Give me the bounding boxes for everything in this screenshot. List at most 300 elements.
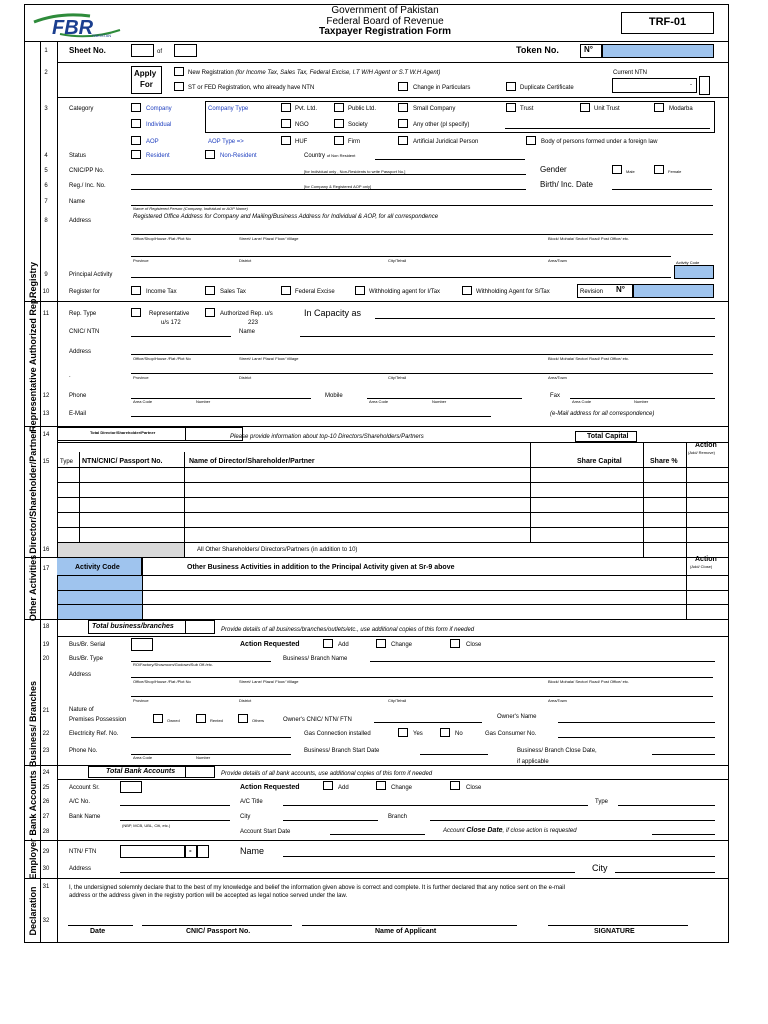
premises-label: Premises Possession: [69, 717, 127, 723]
row-number: 3: [44, 106, 48, 112]
activity-table-col: [686, 558, 687, 619]
section-label: Director/Shareholder/Partner: [28, 429, 38, 554]
public-ltd-checkbox[interactable]: [334, 103, 344, 112]
signature-field[interactable]: [548, 925, 688, 926]
modarba-checkbox[interactable]: [654, 103, 664, 112]
total-business-note: Provide details of all business/branches/outlets/etc., use additional copies of this form if needed: [221, 627, 475, 633]
income-tax-label: Income Tax: [146, 289, 177, 295]
other-business-label: Other Business Activities in addition to the Principal Activity given at Sr-9 above: [187, 564, 455, 571]
bus-close-checkbox[interactable]: [450, 639, 460, 648]
addr-district-label: District: [239, 258, 252, 263]
aop-label: AOP: [146, 139, 159, 145]
duplicate-certificate-checkbox[interactable]: [506, 82, 516, 91]
new-registration-label: [188, 70, 440, 76]
rep-cnic-ntn-label: CNIC/ NTN: [69, 329, 100, 335]
declaration-text-2: address or the address given in the registry portion will be accepted as legal notice served under the law.: [69, 893, 348, 899]
director-table-col: [184, 452, 185, 557]
employer-address-label: Address: [69, 866, 92, 872]
gas-consumer-field[interactable]: [558, 737, 715, 738]
capacity-field[interactable]: [375, 318, 715, 319]
row-divider: [57, 97, 729, 98]
rep-addr-office-label: Office/Shop/House /Flat /Plot No: [133, 356, 191, 361]
applicant-name-label: Name of Applicant: [375, 928, 437, 935]
bus-addr-city-label: City/Tehsil: [388, 698, 407, 703]
aop-checkbox[interactable]: [131, 136, 141, 145]
pvt-ltd-checkbox[interactable]: [281, 103, 291, 112]
bank-name-note: (NBP, MCB, UBL, Citi, etc.): [122, 823, 171, 828]
total-business-label: Total business/branches: [92, 623, 174, 630]
bank-branch-label: Branch: [388, 814, 408, 820]
any-other-specify-field[interactable]: [505, 128, 710, 129]
rep-address-line-1-field[interactable]: [131, 354, 713, 355]
director-action-label: Action: [695, 442, 717, 449]
bus-phone-field[interactable]: [131, 754, 291, 755]
section-label: Registry: [28, 262, 38, 299]
addr-office-label: Office/Shop/House /Flat /Plot No: [133, 236, 191, 241]
row-number: 25: [42, 785, 50, 791]
row-number: 9: [44, 272, 48, 278]
bus-phone-label: Phone No.: [69, 748, 98, 754]
st-fed-label: ST or FED Registration, who already have NTN: [188, 85, 315, 91]
director-name-col-header: Name of Director/Shareholder/Partner: [189, 458, 315, 465]
rep-addr-area-label: Area/Town: [548, 375, 567, 380]
of-label: of: [157, 49, 163, 55]
form-title: Taxpayer Registration Form: [318, 26, 452, 37]
row-divider: [57, 636, 729, 637]
wh-stax-checkbox[interactable]: [462, 286, 472, 295]
ngo-checkbox[interactable]: [281, 119, 291, 128]
form-code: TRF-01: [648, 16, 687, 28]
u172-label: u/s 172: [161, 320, 181, 326]
authorized-label: Authorized Rep. u/s: [220, 311, 273, 317]
bank-add-checkbox[interactable]: [323, 781, 333, 790]
phone-number-label: Number: [196, 399, 211, 404]
federal-excise-checkbox[interactable]: [281, 286, 291, 295]
huf-label: HUF: [295, 139, 308, 145]
token-no-label: Token No.: [516, 45, 559, 55]
apply-label: Apply: [134, 69, 157, 78]
row-number: 31: [42, 884, 50, 890]
gas-no-checkbox[interactable]: [440, 728, 450, 737]
male-checkbox[interactable]: [612, 165, 622, 174]
change-particulars-checkbox[interactable]: [398, 82, 408, 91]
electricity-field[interactable]: [131, 737, 291, 738]
row-number: 13: [42, 411, 50, 417]
director-table-line: [57, 512, 729, 513]
logo-sub: PAKISTAN: [92, 33, 112, 38]
trust-label: Trust: [520, 106, 534, 112]
section-rep: [26, 295, 40, 432]
sheet-no-input[interactable]: [131, 44, 154, 57]
reg-inc-field[interactable]: [131, 189, 526, 190]
birth-inc-date-label: Birth/ Inc. Date: [540, 180, 593, 189]
nature-label: Nature of: [69, 707, 94, 713]
total-bank-input[interactable]: [185, 766, 215, 778]
addr-city-label: City/Tehsil: [388, 258, 407, 263]
company-type-label: Company Type: [208, 106, 249, 112]
bus-serial-label: Bus/Br. Serial: [69, 642, 106, 648]
section-business: [26, 619, 40, 768]
phone-area-code-label: Area Code: [133, 399, 153, 404]
activity-code-input-1[interactable]: [58, 576, 142, 590]
address-note: Registered Office Address for Company and Mailing/Business Address for Individual & AOP, for all correspondence: [133, 214, 439, 220]
ac-no-label: A/C No.: [69, 799, 91, 805]
activity-code-header-label: Activity Code: [75, 564, 120, 571]
foreign-body-label: Body of persons formed under a foreign law: [541, 139, 658, 145]
ntn-col-header: NTN/CNIC/ Passport No.: [82, 458, 163, 465]
date-label: Date: [90, 928, 106, 935]
account-sr-input[interactable]: [120, 781, 142, 793]
society-label: Society: [348, 122, 368, 128]
owner-cnic-label: Owner's CNIC/ NTN/ FTN: [283, 717, 352, 723]
row-number: 12: [42, 393, 50, 399]
sales-tax-checkbox[interactable]: [205, 286, 215, 295]
unit-trust-checkbox[interactable]: [580, 103, 590, 112]
resident-checkbox[interactable]: [131, 150, 141, 159]
duplicate-certificate-label: Duplicate Certificate: [520, 85, 574, 91]
bank-change-label: Change: [391, 785, 413, 791]
total-bank-note: Provide details of all bank accounts, use additional copies of this form if needed: [221, 771, 433, 777]
bus-change-checkbox[interactable]: [376, 639, 386, 648]
reg-inc-label: Reg./ Inc. No.: [69, 183, 106, 189]
phone-field[interactable]: [131, 398, 311, 399]
logo-text: FBR: [52, 17, 94, 39]
row-number: 18: [42, 624, 50, 630]
row-number: 17: [42, 566, 50, 572]
total-bank-label: Total Bank Accounts: [106, 768, 176, 775]
row-number: 26: [42, 799, 50, 805]
director-table-col: [79, 452, 80, 542]
others-checkbox[interactable]: [238, 714, 248, 723]
gov-title: Government of Pakistan: [331, 5, 439, 16]
section-employer: [26, 840, 40, 878]
cnic-pp-label: CNIC/PP No.: [69, 168, 105, 174]
owned-checkbox[interactable]: [153, 714, 163, 723]
sales-tax-label: Sales Tax: [220, 289, 246, 295]
register-for-label: Register for: [69, 289, 101, 295]
small-company-checkbox[interactable]: [398, 103, 408, 112]
activity-action-label: Action: [695, 556, 717, 563]
gender-label: Gender: [540, 165, 567, 174]
director-action-note: (Add/ Remove): [688, 450, 715, 455]
new-reg-text: New Registration: [188, 70, 234, 76]
section-label: Employer: [28, 838, 38, 880]
row-number: 27: [42, 814, 50, 820]
bus-close-date-label: Business/ Branch Close Date,: [517, 748, 597, 754]
bank-city-label: City: [240, 814, 251, 820]
row-number: 16: [42, 547, 50, 553]
male-label: Male: [626, 169, 635, 174]
any-other-checkbox[interactable]: [398, 119, 408, 128]
row-number: 29: [42, 849, 50, 855]
activity-table-line: [57, 604, 729, 605]
divider-employer: [24, 878, 729, 879]
type-col-header: Type: [60, 459, 74, 465]
individual-checkbox[interactable]: [131, 119, 141, 128]
country-label: [304, 153, 355, 159]
revision-no-symbol: N°: [616, 285, 625, 294]
new-registration-checkbox[interactable]: [174, 67, 184, 76]
row-number: 11: [42, 311, 50, 317]
signature-label: SIGNATURE: [594, 928, 635, 935]
signer-cnic-field[interactable]: [142, 925, 292, 926]
income-tax-checkbox[interactable]: [131, 286, 141, 295]
individual-label: Individual: [146, 122, 172, 128]
declaration-text-1: I, the undersigned solemnly declare that to the best of my knowledge and belief the information given above is correct and complete. It is further declared that any notice sent on the e-mail: [69, 885, 565, 891]
row-divider: [57, 62, 729, 63]
addr-street-label: Street/ Lane/ Plaza/ Floor/ Village: [239, 236, 299, 241]
modarba-label: Modarba: [669, 106, 693, 112]
gas-no-label: No: [455, 731, 463, 737]
bus-type-label: Bus/Br. Type: [69, 656, 103, 662]
section-label: Representative Authorized Rep.: [28, 295, 38, 432]
st-fed-checkbox[interactable]: [174, 82, 184, 91]
bus-address-line-2-field[interactable]: [131, 696, 713, 697]
activity-code-input-3[interactable]: [58, 605, 142, 619]
rep-addr-district-label: District: [239, 375, 252, 380]
other-shareholders-label: All Other Shareholders/ Directors/Partners (in addition to 10): [197, 547, 358, 553]
gas-connection-label: Gas Connection installed: [304, 731, 371, 737]
row-number: 24: [42, 770, 50, 776]
cnic-pp-field[interactable]: [131, 174, 526, 175]
bus-address-line-1-field[interactable]: [131, 677, 713, 678]
company-label: Company: [146, 106, 172, 112]
current-ntn-check-digit[interactable]: [699, 76, 710, 95]
non-resident-label: Non-Resident: [220, 153, 257, 159]
employer-ntn-dash: -: [189, 846, 192, 855]
pvt-ltd-label: Pvt. Ltd.: [295, 106, 318, 112]
director-table-col: [686, 442, 687, 557]
gas-consumer-label: Gas Consumer No.: [485, 731, 537, 737]
row-number: 22: [42, 731, 50, 737]
activity-code-input-2[interactable]: [58, 591, 142, 604]
company-checkbox[interactable]: [131, 103, 141, 112]
row-number: 10: [42, 289, 50, 295]
section-column-line: [40, 41, 41, 943]
employer-name-field[interactable]: [283, 856, 715, 857]
bus-close-date-field[interactable]: [652, 754, 715, 755]
row-number: 32: [42, 918, 50, 924]
bank-change-checkbox[interactable]: [376, 781, 386, 790]
society-checkbox[interactable]: [334, 119, 344, 128]
divider-bank: [24, 840, 729, 841]
rep-addr-city-label: City/Tehsil: [388, 375, 407, 380]
small-company-label: Small Company: [413, 106, 456, 112]
u223-label: 223: [248, 320, 259, 326]
for-label: For: [140, 80, 153, 89]
non-resident-checkbox[interactable]: [205, 150, 215, 159]
employer-ntn-input[interactable]: [120, 845, 185, 858]
bus-addr-street-label: Street/ Lane/ Plaza/ Floor/ Village: [239, 679, 299, 684]
row-number: 7: [44, 199, 48, 205]
account-close-field[interactable]: [652, 834, 715, 835]
row-number: 20: [42, 656, 50, 662]
owned-label: Owned: [167, 718, 180, 723]
bus-add-label: Add: [338, 642, 349, 648]
bank-close-label: Close: [466, 785, 482, 791]
employer-city-label: City: [592, 863, 608, 873]
new-reg-note: (for Income Tax, Sales Tax, Federal Excise, I.T W/H Agent or S.T W.H Agent): [235, 70, 441, 76]
account-start-field[interactable]: [330, 834, 425, 835]
bus-change-label: Change: [391, 642, 413, 648]
bus-action-requested-label: Action Requested: [240, 641, 300, 648]
row-number: 30: [42, 866, 50, 872]
row-number: 23: [42, 748, 50, 754]
rep-cnic-ntn-field[interactable]: [131, 336, 231, 337]
rep-name-label: Name: [239, 329, 256, 335]
bus-close-applicable-label: if applicable: [517, 759, 549, 765]
trust-checkbox[interactable]: [506, 103, 516, 112]
addr-province-label: Province: [133, 258, 149, 263]
applicant-name-field[interactable]: [302, 925, 517, 926]
bus-addr-province-label: Province: [133, 698, 149, 703]
address-line-1-field[interactable]: [131, 234, 713, 235]
row-number: 1: [44, 48, 48, 54]
gas-yes-label: Yes: [413, 731, 423, 737]
row-number: 28: [42, 829, 50, 835]
mobile-number-label: Number: [432, 399, 447, 404]
activity-code-input[interactable]: [674, 265, 714, 279]
current-ntn-label: Current NTN: [613, 70, 648, 76]
section-director: [26, 426, 40, 557]
wh-itax-checkbox[interactable]: [355, 286, 365, 295]
bank-branch-field[interactable]: [430, 820, 715, 821]
address-line-2-field[interactable]: [131, 256, 671, 257]
resident-label: Resident: [146, 153, 170, 159]
reg-inc-note: [for Company & Registered AOP only]: [304, 184, 372, 189]
revision-no-input[interactable]: [633, 284, 714, 298]
status-label: Status: [69, 153, 87, 159]
representative-172-checkbox[interactable]: [131, 308, 141, 317]
firm-label: Firm: [348, 139, 360, 145]
director-table-line: [57, 527, 729, 528]
addr-block-label: Block/ Mohala/ Sector/ Road/ Post Office/ etc.: [548, 236, 630, 241]
email-field[interactable]: [131, 416, 491, 417]
account-sr-label: Account Sr.: [69, 785, 100, 791]
gas-yes-checkbox[interactable]: [398, 728, 408, 737]
bank-name-field[interactable]: [120, 820, 230, 821]
ajp-checkbox[interactable]: [398, 136, 408, 145]
firm-checkbox[interactable]: [334, 136, 344, 145]
share-capital-col-header: Share Capital: [577, 458, 622, 465]
cnic-pp-note: [for Individual only , Non-Residents to write Passport No.]: [304, 169, 406, 174]
ac-type-label: Type: [595, 799, 609, 805]
ac-no-field[interactable]: [120, 805, 230, 806]
ac-title-label: A/C Title: [240, 799, 263, 805]
fax-area-code-label: Area Code: [572, 399, 592, 404]
mobile-label: Mobile: [325, 393, 343, 399]
email-label: E-Mail: [69, 411, 87, 417]
fbr-title: Federal Board of Revenue: [326, 16, 444, 27]
huf-checkbox[interactable]: [281, 136, 291, 145]
activity-code-label: Activity Code: [676, 260, 700, 265]
principal-activity-field[interactable]: [131, 277, 671, 278]
bus-addr-office-label: Office/Shop/House /Flat /Plot No: [133, 679, 191, 684]
bus-branch-name-field[interactable]: [370, 661, 715, 662]
bus-phone-number-label: Number: [196, 755, 211, 760]
close-date-note: , if close action is requested: [502, 828, 577, 834]
ajp-label: Artificial Juridical Person: [413, 139, 479, 145]
ac-title-field[interactable]: [283, 805, 588, 806]
birth-inc-date-field[interactable]: [612, 189, 712, 190]
employer-address-field[interactable]: [120, 872, 575, 873]
bus-branch-name-label: Business/ Branch Name: [283, 656, 348, 662]
sheet-total-input[interactable]: [174, 44, 197, 57]
address-label: Address: [69, 218, 92, 224]
other-shareholders-shade: [58, 543, 184, 557]
share-pct-col-header: Share %: [650, 458, 678, 465]
mobile-area-code-label: Area Code: [369, 399, 389, 404]
wh-stax-label: Withholding Agent for S/Tax: [476, 289, 550, 295]
account-word: Account: [443, 828, 465, 834]
rep-type-label: Rep. Type: [69, 311, 97, 317]
total-directors-label: Total Director/Shareholder/Partner: [90, 430, 156, 435]
row-number: 21: [42, 708, 50, 714]
current-ntn-input[interactable]: [612, 78, 697, 93]
bus-type-note: RO/Factory/Showroom/Godown/Sub Off./etc.: [133, 662, 213, 667]
bus-addr-district-label: District: [239, 698, 252, 703]
rented-checkbox[interactable]: [196, 714, 206, 723]
owner-name-field[interactable]: [558, 722, 715, 723]
row-number: 8: [44, 218, 48, 224]
unit-trust-label: Unit Trust: [594, 106, 620, 112]
activity-table-col: [142, 558, 143, 619]
authorized-223-checkbox[interactable]: [205, 308, 215, 317]
director-table-col: [530, 442, 531, 542]
row-number: 14: [42, 432, 50, 438]
rep-address-line-2-field[interactable]: [131, 373, 713, 374]
bus-start-date-field[interactable]: [420, 754, 488, 755]
date-field[interactable]: [68, 925, 133, 926]
owner-cnic-field[interactable]: [374, 722, 482, 723]
director-table-col: [643, 442, 644, 557]
capacity-label: In Capacity as: [304, 308, 362, 318]
director-table-line: [57, 467, 729, 468]
bus-addr-block-label: Block/ Mohala/ Sector/ Road/ Post Office/ etc.: [548, 679, 630, 684]
foreign-body-checkbox[interactable]: [526, 136, 536, 145]
country-note: of Non Resident: [326, 153, 356, 158]
bus-serial-input[interactable]: [131, 638, 153, 651]
rep-address-label: Address: [69, 349, 92, 355]
row-number: 15: [42, 459, 50, 465]
total-business-input[interactable]: [185, 620, 215, 634]
employer-ntn-check-digit[interactable]: [197, 845, 209, 858]
row-number: 6: [44, 183, 48, 189]
principal-activity-label: Principal Activity: [69, 272, 113, 278]
activity-table-line: [57, 575, 729, 576]
ac-type-field[interactable]: [618, 805, 715, 806]
name-label: Name: [69, 199, 86, 205]
employer-name-label: Name: [240, 846, 265, 856]
bank-close-checkbox[interactable]: [450, 781, 460, 790]
header-divider: [24, 41, 729, 42]
country-field[interactable]: [375, 159, 525, 160]
bus-add-checkbox[interactable]: [323, 639, 333, 648]
others-label: Others: [252, 718, 265, 723]
rep-name-field[interactable]: [300, 336, 715, 337]
bus-addr-area-label: Area/Town: [548, 698, 567, 703]
directors-note: Please provide information about top-10 Directors/Shareholders/Partners: [230, 434, 424, 440]
ngo-label: NGO: [295, 122, 309, 128]
employer-ntn-label: NTN/ FTN: [69, 849, 97, 855]
account-close-label: [443, 827, 577, 834]
token-no-input[interactable]: [602, 44, 714, 58]
employer-city-field[interactable]: [615, 872, 715, 873]
bank-city-field[interactable]: [283, 820, 378, 821]
close-date-word: Close Date: [466, 827, 503, 834]
female-checkbox[interactable]: [654, 165, 664, 174]
rep-addr-province-label: Province: [133, 375, 149, 380]
